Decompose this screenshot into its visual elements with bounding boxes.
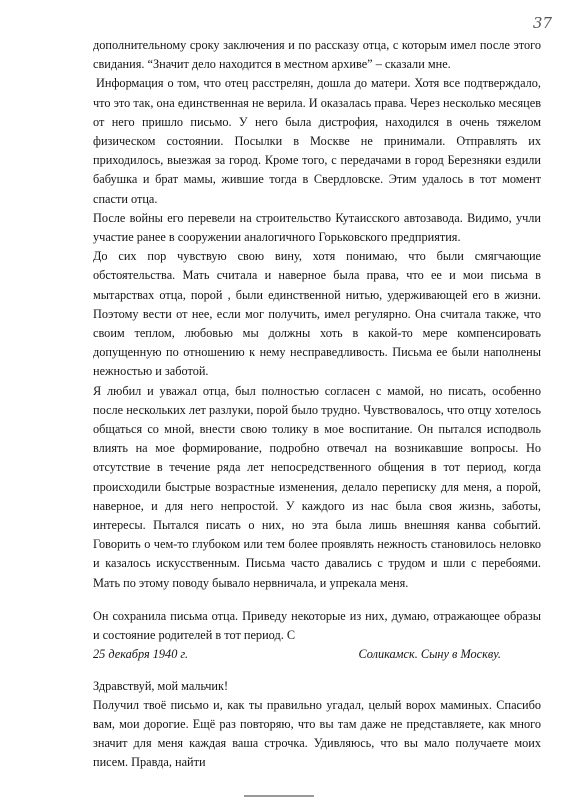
page-number: 37 (532, 14, 552, 32)
letter-dateline (93, 645, 541, 664)
paragraph: дополнительному сроку заключения и по рассказу отца, с которым имел после этого свидания. “Значит дело находится в местном архиве” – сказали мне. (93, 38, 541, 72)
letter-place: Соликамск. Сыну в Москву. (358, 647, 501, 662)
letter-greeting: Здравствуй, мой мальчик! (93, 678, 229, 693)
paragraph: Информация о том, что отец расстрелян, дошла до матери. Хотя все подтверждало, что это так, она единственная не верила. И оказалась права. Через несколько месяцев от него пришло письмо. У него была дистрофия, находился в очень тяжелом физическом состоянии. Посылки в Москве не принимали. Отправлять их приходилось, выезжая за город. Кроме того, с передачами в город Березняки ездили бабушка и брат мамы, жившие тогда в Свердловске. Этим удалось в тот момент спасти отца. (93, 76, 541, 206)
document-body (93, 36, 541, 773)
paragraph: Я любил и уважал отца, был полностью согласен с мамой, но писать, особенно после нескольких лет разлуки, порой было трудно. Чувствовалось, что отцу хотелось общаться со мной, внести свою толику в мое воспитание. Он пытался исподволь влиять на мое формирование, подробно отвечал на возникавшие вопросы. Но отсутствие в течение ряда лет непосредственного общения в тот период, когда происходили быстрые возрастные изменения, делало переписку для меня, а порой, наверное, и для него непростой. У каждого из нас была своя жизнь, заботы, интересы. Пытался писать о них, но эта была лишь внешняя канва событий. Говорить о чем-то глубоком или тем более проявлять нежность становилось неловко и казалось искусственным. Письма часто давались с трудом и шли с перебоями. Мать по этому поводу бывало нервничала, и упрекала меня. (93, 383, 541, 590)
paragraph: До сих пор чувствую свою вину, хотя понимаю, что были смягчающие обстоятельства. Мать считала и наверное была права, что ее и мои письма в мытарствах отца, порой , были единственной нитью, удерживающей его в жизни. Поэтому вести от нее, если мог получить, имел регулярно. Она считала также, что своим теплом, любовью мы должны хоть в какой-то мере компенсировать допущенную по отношению к нему несправедливость. Письма ее были наполнены нежностью и заботой. (93, 249, 541, 379)
paragraph: Он сохранила письма отца. Приведу некоторые из них, думаю, отражающее образы и состояние родителей в тот период. С (93, 608, 541, 643)
letter-date: 25 декабря 1940 г. (93, 647, 189, 662)
scan-edge-mark (244, 795, 314, 797)
letter-text: Получил твоё письмо и, как ты правильно угадал, целый ворох маминых. Спасибо вам, мои дорогие. Ещё раз повторяю, что вы там даже не представляете, как много значит для меня каждая ваша строчка. Удивляюсь, что вы мало получаете моих писем. Правда, найти (93, 697, 541, 770)
paragraph: После войны его перевели на строительство Кутаисского автозавода. Видимо, учли участие ранее в сооружении аналогичного Горьковского предприятия. (93, 210, 541, 245)
